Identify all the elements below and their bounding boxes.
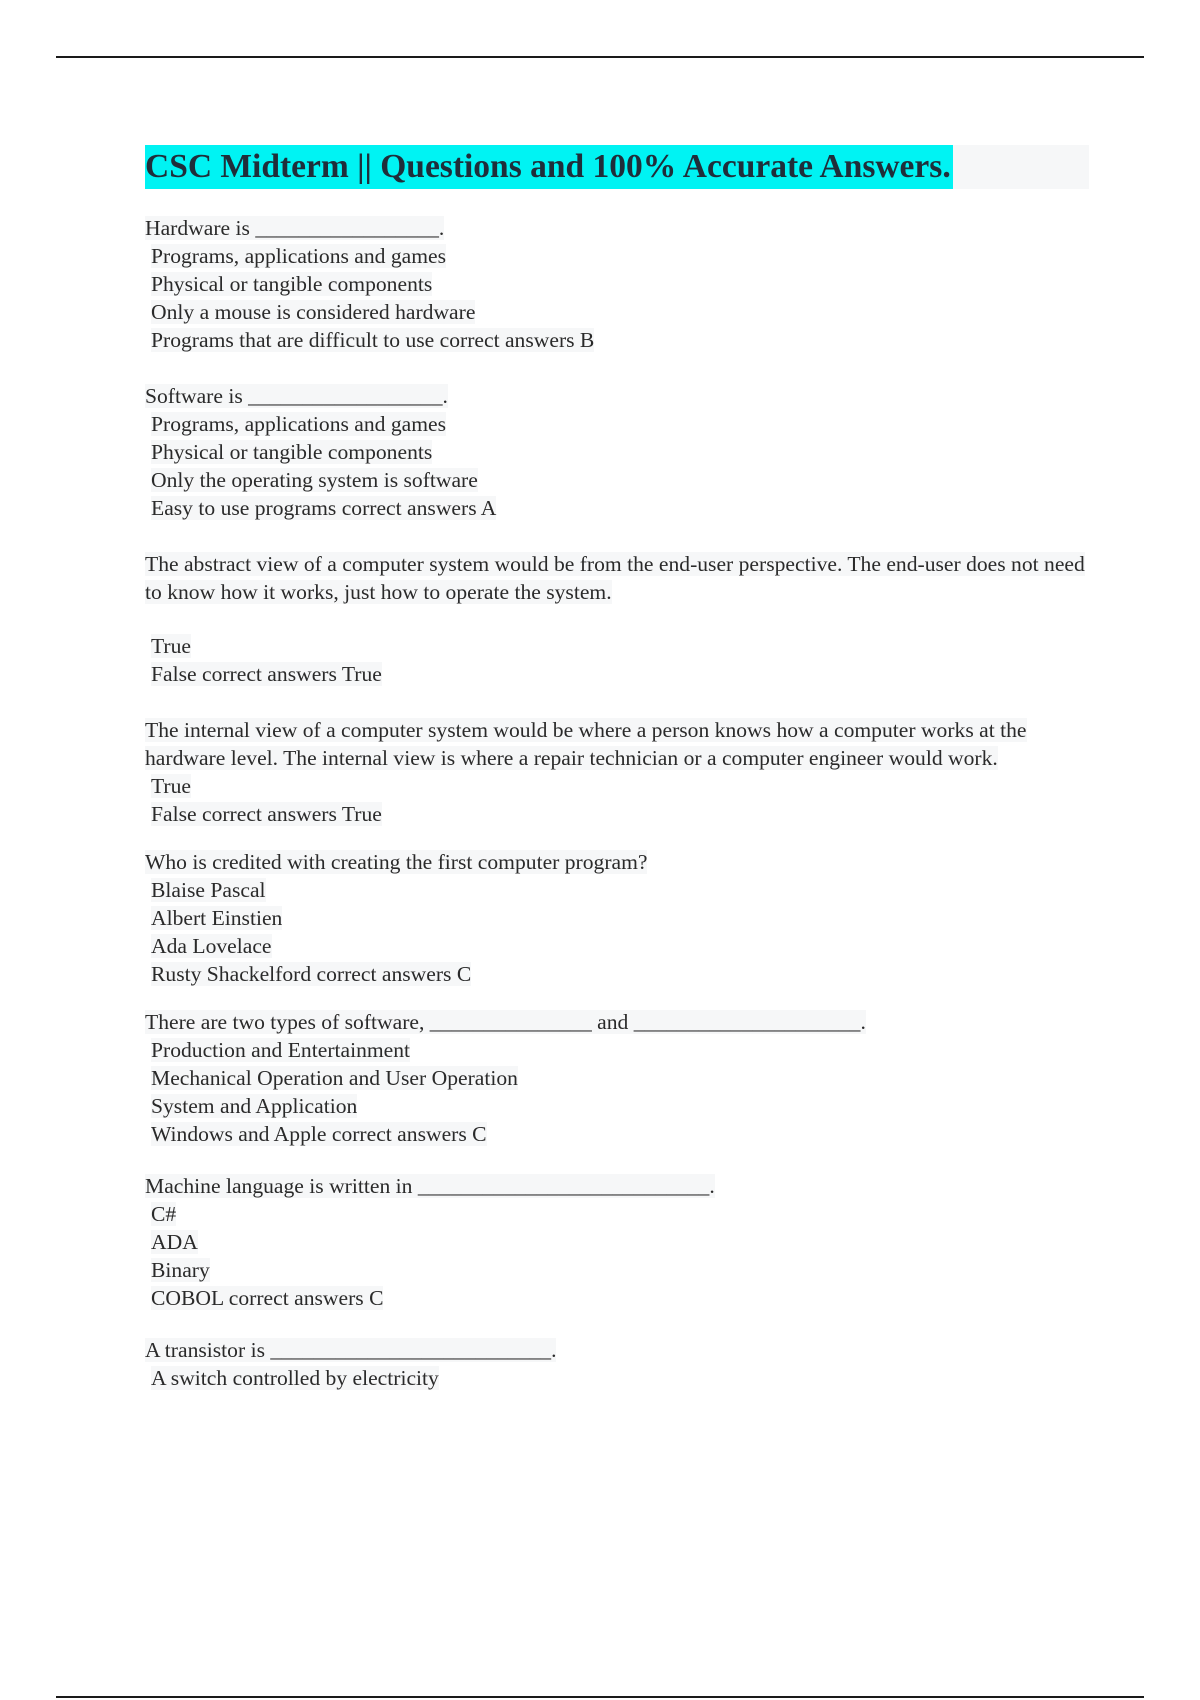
answer-option: System and Application (151, 1094, 358, 1118)
answer-option: Rusty Shackelford correct answers C (151, 962, 472, 986)
answer-option: Programs, applications and games (151, 412, 447, 436)
answer-option: Programs that are difficult to use correct answers B (151, 328, 595, 352)
answer-option: Ada Lovelace (151, 934, 272, 958)
page-title: CSC Midterm || Questions and 100% Accurate Answers. (145, 145, 953, 189)
answer-option: C# (151, 1202, 177, 1226)
answer-option: COBOL correct answers C (151, 1286, 384, 1310)
answer-option: Only a mouse is considered hardware (151, 300, 476, 324)
answer-option: Binary (151, 1258, 210, 1282)
answer-option: Only the operating system is software (151, 468, 478, 492)
question-block (145, 214, 1085, 354)
answer-option: ADA (151, 1230, 198, 1254)
answer-option: Easy to use programs correct answers A (151, 496, 497, 520)
question-prompt: The abstract view of a computer system would be from the end-user perspective. The end-user does not need to know how it works, just how to operate the system. (145, 552, 1085, 604)
answer-option: A switch controlled by electricity (151, 1366, 439, 1390)
header-rule (56, 56, 1144, 58)
question-prompt: A transistor is __________________________. (145, 1338, 557, 1362)
answer-option: True (151, 774, 192, 798)
answer-option: Windows and Apple correct answers C (151, 1122, 487, 1146)
answer-option: Albert Einstien (151, 906, 283, 930)
question-list (145, 214, 1085, 1392)
question-prompt: Hardware is _________________. (145, 216, 445, 240)
answer-option: Physical or tangible components (151, 440, 433, 464)
question-prompt: There are two types of software, _______________ and _____________________. (145, 1010, 866, 1034)
question-block (145, 550, 1085, 688)
question-block (145, 848, 1085, 988)
answer-option: Production and Entertainment (151, 1038, 411, 1062)
question-block (145, 716, 1085, 828)
footer-rule (56, 1696, 1144, 1698)
question-block (145, 382, 1085, 522)
question-prompt: The internal view of a computer system would be where a person knows how a computer works at the hardware level. The internal view is where a repair technician or a computer engineer would work. (145, 718, 1027, 770)
answer-option: False correct answers True (151, 662, 382, 686)
question-block (145, 1008, 1085, 1148)
answer-option: Programs, applications and games (151, 244, 447, 268)
question-block (145, 1172, 1085, 1312)
answer-option: False correct answers True (151, 802, 382, 826)
title-banner (145, 145, 1089, 189)
question-block (145, 1336, 1085, 1392)
answer-option: Physical or tangible components (151, 272, 433, 296)
answer-option: Mechanical Operation and User Operation (151, 1066, 518, 1090)
question-prompt: Software is __________________. (145, 384, 448, 408)
answer-option: True (151, 634, 192, 658)
answer-option: Blaise Pascal (151, 878, 266, 902)
question-prompt: Who is credited with creating the first computer program? (145, 850, 648, 874)
question-prompt: Machine language is written in ___________________________. (145, 1174, 715, 1198)
